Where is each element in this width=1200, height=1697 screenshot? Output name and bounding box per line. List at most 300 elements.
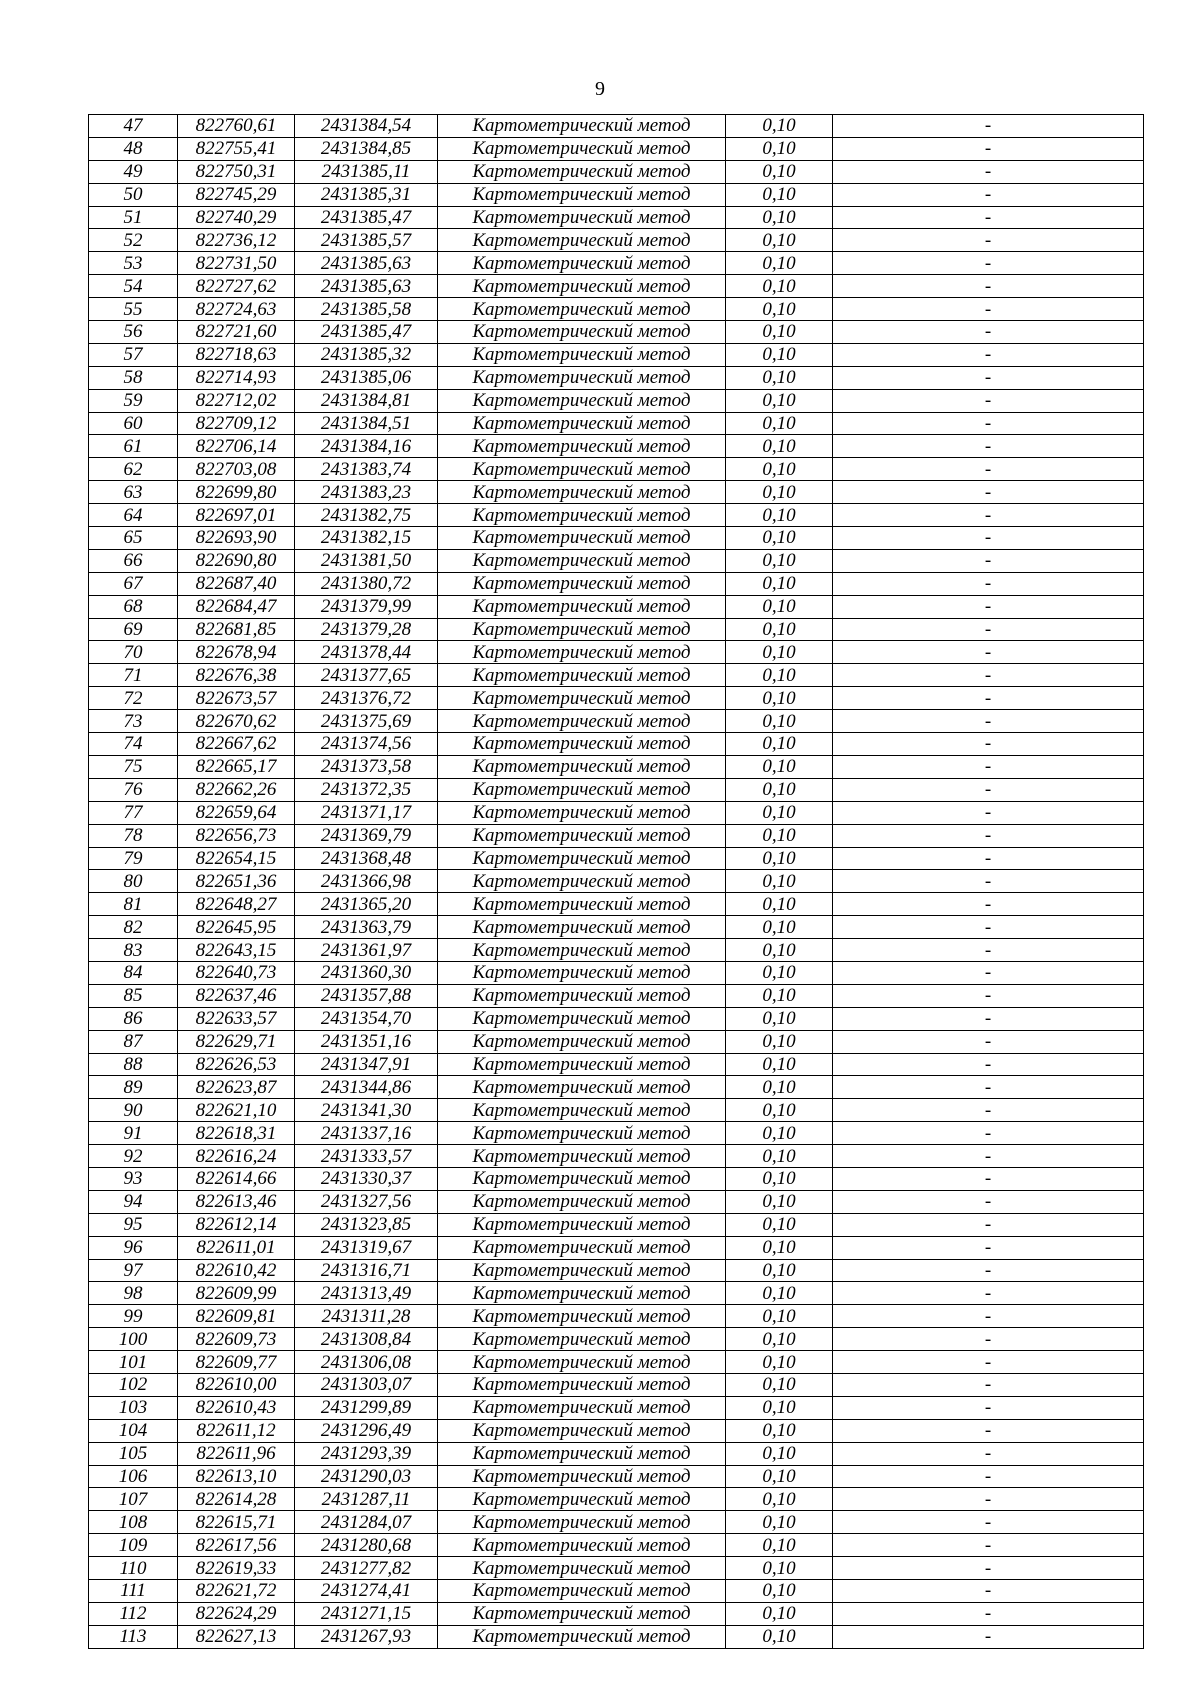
table-row — [89, 115, 1144, 138]
accuracy-cell: 0,10 — [726, 1030, 833, 1053]
y-coordinate-cell: 2431372,35 — [295, 778, 438, 801]
method-cell: Картометрический метод — [438, 1373, 726, 1396]
method-cell: Картометрический метод — [438, 1488, 726, 1511]
x-coordinate-cell: 822616,24 — [178, 1145, 295, 1168]
x-coordinate-cell: 822609,73 — [178, 1328, 295, 1351]
point-number-cell: 63 — [89, 481, 178, 504]
point-number-cell: 61 — [89, 435, 178, 458]
y-coordinate-cell: 2431354,70 — [295, 1007, 438, 1030]
accuracy-cell: 0,10 — [726, 1511, 833, 1534]
point-number-cell: 105 — [89, 1442, 178, 1465]
x-coordinate-cell: 822699,80 — [178, 481, 295, 504]
x-coordinate-cell: 822627,13 — [178, 1625, 295, 1648]
point-number-cell: 98 — [89, 1282, 178, 1305]
y-coordinate-cell: 2431341,30 — [295, 1099, 438, 1122]
description-cell: - — [833, 1602, 1144, 1625]
description-cell: - — [833, 1625, 1144, 1648]
point-number-cell: 54 — [89, 275, 178, 298]
method-cell: Картометрический метод — [438, 1236, 726, 1259]
method-cell: Картометрический метод — [438, 755, 726, 778]
table-row — [89, 778, 1144, 801]
accuracy-cell: 0,10 — [726, 435, 833, 458]
y-coordinate-cell: 2431293,39 — [295, 1442, 438, 1465]
table-row — [89, 1305, 1144, 1328]
x-coordinate-cell: 822678,94 — [178, 641, 295, 664]
point-number-cell: 110 — [89, 1557, 178, 1580]
y-coordinate-cell: 2431369,79 — [295, 824, 438, 847]
accuracy-cell: 0,10 — [726, 595, 833, 618]
method-cell: Картометрический метод — [438, 961, 726, 984]
point-number-cell: 55 — [89, 298, 178, 321]
x-coordinate-cell: 822750,31 — [178, 160, 295, 183]
accuracy-cell: 0,10 — [726, 1145, 833, 1168]
description-cell: - — [833, 572, 1144, 595]
method-cell: Картометрический метод — [438, 733, 726, 756]
method-cell: Картометрический метод — [438, 137, 726, 160]
x-coordinate-cell: 822637,46 — [178, 984, 295, 1007]
method-cell: Картометрический метод — [438, 1145, 726, 1168]
accuracy-cell: 0,10 — [726, 824, 833, 847]
accuracy-cell: 0,10 — [726, 1396, 833, 1419]
description-cell: - — [833, 1328, 1144, 1351]
x-coordinate-cell: 822697,01 — [178, 504, 295, 527]
point-number-cell: 112 — [89, 1602, 178, 1625]
y-coordinate-cell: 2431296,49 — [295, 1419, 438, 1442]
method-cell: Картометрический метод — [438, 160, 726, 183]
accuracy-cell: 0,10 — [726, 939, 833, 962]
point-number-cell: 69 — [89, 618, 178, 641]
method-cell: Картометрический метод — [438, 641, 726, 664]
x-coordinate-cell: 822712,02 — [178, 389, 295, 412]
table-row — [89, 939, 1144, 962]
method-cell: Картометрический метод — [438, 1053, 726, 1076]
accuracy-cell: 0,10 — [726, 916, 833, 939]
method-cell: Картометрический метод — [438, 870, 726, 893]
table-row — [89, 1213, 1144, 1236]
accuracy-cell: 0,10 — [726, 527, 833, 550]
point-number-cell: 89 — [89, 1076, 178, 1099]
method-cell: Картометрический метод — [438, 893, 726, 916]
x-coordinate-cell: 822755,41 — [178, 137, 295, 160]
description-cell: - — [833, 343, 1144, 366]
method-cell: Картометрический метод — [438, 1351, 726, 1374]
x-coordinate-cell: 822615,71 — [178, 1511, 295, 1534]
description-cell: - — [833, 366, 1144, 389]
description-cell: - — [833, 275, 1144, 298]
method-cell: Картометрический метод — [438, 229, 726, 252]
table-row — [89, 183, 1144, 206]
point-number-cell: 80 — [89, 870, 178, 893]
table-row — [89, 458, 1144, 481]
x-coordinate-cell: 822623,87 — [178, 1076, 295, 1099]
table-row — [89, 824, 1144, 847]
accuracy-cell: 0,10 — [726, 801, 833, 824]
accuracy-cell: 0,10 — [726, 641, 833, 664]
accuracy-cell: 0,10 — [726, 1602, 833, 1625]
x-coordinate-cell: 822618,31 — [178, 1122, 295, 1145]
accuracy-cell: 0,10 — [726, 1580, 833, 1603]
table-row — [89, 618, 1144, 641]
point-number-cell: 109 — [89, 1534, 178, 1557]
table-row — [89, 572, 1144, 595]
description-cell: - — [833, 1465, 1144, 1488]
accuracy-cell: 0,10 — [726, 481, 833, 504]
description-cell: - — [833, 1030, 1144, 1053]
description-cell: - — [833, 618, 1144, 641]
x-coordinate-cell: 822648,27 — [178, 893, 295, 916]
description-cell: - — [833, 893, 1144, 916]
y-coordinate-cell: 2431351,16 — [295, 1030, 438, 1053]
y-coordinate-cell: 2431381,50 — [295, 549, 438, 572]
y-coordinate-cell: 2431344,86 — [295, 1076, 438, 1099]
description-cell: - — [833, 1511, 1144, 1534]
x-coordinate-cell: 822665,17 — [178, 755, 295, 778]
x-coordinate-cell: 822667,62 — [178, 733, 295, 756]
accuracy-cell: 0,10 — [726, 961, 833, 984]
description-cell: - — [833, 1099, 1144, 1122]
x-coordinate-cell: 822611,96 — [178, 1442, 295, 1465]
method-cell: Картометрический метод — [438, 275, 726, 298]
accuracy-cell: 0,10 — [726, 321, 833, 344]
table-row — [89, 687, 1144, 710]
point-number-cell: 113 — [89, 1625, 178, 1648]
table-row — [89, 1167, 1144, 1190]
y-coordinate-cell: 2431308,84 — [295, 1328, 438, 1351]
point-number-cell: 82 — [89, 916, 178, 939]
point-number-cell: 91 — [89, 1122, 178, 1145]
accuracy-cell: 0,10 — [726, 1465, 833, 1488]
method-cell: Картометрический метод — [438, 1305, 726, 1328]
point-number-cell: 73 — [89, 710, 178, 733]
description-cell: - — [833, 321, 1144, 344]
description-cell: - — [833, 755, 1144, 778]
x-coordinate-cell: 822621,72 — [178, 1580, 295, 1603]
y-coordinate-cell: 2431376,72 — [295, 687, 438, 710]
description-cell: - — [833, 389, 1144, 412]
coordinates-table — [88, 114, 1144, 1649]
description-cell: - — [833, 1122, 1144, 1145]
point-number-cell: 52 — [89, 229, 178, 252]
y-coordinate-cell: 2431385,58 — [295, 298, 438, 321]
accuracy-cell: 0,10 — [726, 1351, 833, 1374]
table-row — [89, 527, 1144, 550]
table-row — [89, 1419, 1144, 1442]
accuracy-cell: 0,10 — [726, 1122, 833, 1145]
y-coordinate-cell: 2431385,47 — [295, 321, 438, 344]
method-cell: Картометрический метод — [438, 824, 726, 847]
table-row — [89, 664, 1144, 687]
table-row — [89, 549, 1144, 572]
description-cell: - — [833, 939, 1144, 962]
y-coordinate-cell: 2431316,71 — [295, 1259, 438, 1282]
method-cell: Картометрический метод — [438, 298, 726, 321]
accuracy-cell: 0,10 — [726, 1167, 833, 1190]
y-coordinate-cell: 2431368,48 — [295, 847, 438, 870]
description-cell: - — [833, 229, 1144, 252]
table-row — [89, 1442, 1144, 1465]
table-row — [89, 1007, 1144, 1030]
y-coordinate-cell: 2431385,11 — [295, 160, 438, 183]
method-cell: Картометрический метод — [438, 206, 726, 229]
point-number-cell: 93 — [89, 1167, 178, 1190]
method-cell: Картометрический метод — [438, 183, 726, 206]
accuracy-cell: 0,10 — [726, 733, 833, 756]
x-coordinate-cell: 822727,62 — [178, 275, 295, 298]
method-cell: Картометрический метод — [438, 1419, 726, 1442]
table-row — [89, 1602, 1144, 1625]
accuracy-cell: 0,10 — [726, 1305, 833, 1328]
point-number-cell: 72 — [89, 687, 178, 710]
x-coordinate-cell: 822659,64 — [178, 801, 295, 824]
y-coordinate-cell: 2431385,31 — [295, 183, 438, 206]
x-coordinate-cell: 822610,42 — [178, 1259, 295, 1282]
method-cell: Картометрический метод — [438, 1625, 726, 1648]
point-number-cell: 88 — [89, 1053, 178, 1076]
x-coordinate-cell: 822760,61 — [178, 115, 295, 138]
accuracy-cell: 0,10 — [726, 115, 833, 138]
point-number-cell: 87 — [89, 1030, 178, 1053]
method-cell: Картометрический метод — [438, 252, 726, 275]
page-number: 9 — [595, 78, 605, 100]
accuracy-cell: 0,10 — [726, 298, 833, 321]
x-coordinate-cell: 822736,12 — [178, 229, 295, 252]
x-coordinate-cell: 822687,40 — [178, 572, 295, 595]
point-number-cell: 94 — [89, 1190, 178, 1213]
description-cell: - — [833, 733, 1144, 756]
accuracy-cell: 0,10 — [726, 1373, 833, 1396]
y-coordinate-cell: 2431378,44 — [295, 641, 438, 664]
y-coordinate-cell: 2431375,69 — [295, 710, 438, 733]
y-coordinate-cell: 2431383,23 — [295, 481, 438, 504]
point-number-cell: 103 — [89, 1396, 178, 1419]
accuracy-cell: 0,10 — [726, 137, 833, 160]
accuracy-cell: 0,10 — [726, 412, 833, 435]
table-row — [89, 1145, 1144, 1168]
point-number-cell: 102 — [89, 1373, 178, 1396]
point-number-cell: 85 — [89, 984, 178, 1007]
accuracy-cell: 0,10 — [726, 1076, 833, 1099]
x-coordinate-cell: 822670,62 — [178, 710, 295, 733]
point-number-cell: 67 — [89, 572, 178, 595]
y-coordinate-cell: 2431271,15 — [295, 1602, 438, 1625]
x-coordinate-cell: 822610,43 — [178, 1396, 295, 1419]
description-cell: - — [833, 1373, 1144, 1396]
x-coordinate-cell: 822626,53 — [178, 1053, 295, 1076]
description-cell: - — [833, 1351, 1144, 1374]
table-row — [89, 595, 1144, 618]
y-coordinate-cell: 2431361,97 — [295, 939, 438, 962]
y-coordinate-cell: 2431384,16 — [295, 435, 438, 458]
point-number-cell: 107 — [89, 1488, 178, 1511]
x-coordinate-cell: 822706,14 — [178, 435, 295, 458]
y-coordinate-cell: 2431360,30 — [295, 961, 438, 984]
description-cell: - — [833, 160, 1144, 183]
point-number-cell: 47 — [89, 115, 178, 138]
table-row — [89, 1053, 1144, 1076]
y-coordinate-cell: 2431313,49 — [295, 1282, 438, 1305]
method-cell: Картометрический метод — [438, 1122, 726, 1145]
x-coordinate-cell: 822633,57 — [178, 1007, 295, 1030]
point-number-cell: 95 — [89, 1213, 178, 1236]
y-coordinate-cell: 2431373,58 — [295, 755, 438, 778]
x-coordinate-cell: 822609,81 — [178, 1305, 295, 1328]
method-cell: Картометрический метод — [438, 1465, 726, 1488]
method-cell: Картометрический метод — [438, 778, 726, 801]
point-number-cell: 81 — [89, 893, 178, 916]
point-number-cell: 86 — [89, 1007, 178, 1030]
point-number-cell: 111 — [89, 1580, 178, 1603]
table-row — [89, 984, 1144, 1007]
accuracy-cell: 0,10 — [726, 1007, 833, 1030]
y-coordinate-cell: 2431382,75 — [295, 504, 438, 527]
x-coordinate-cell: 822714,93 — [178, 366, 295, 389]
description-cell: - — [833, 664, 1144, 687]
y-coordinate-cell: 2431357,88 — [295, 984, 438, 1007]
accuracy-cell: 0,10 — [726, 504, 833, 527]
y-coordinate-cell: 2431327,56 — [295, 1190, 438, 1213]
accuracy-cell: 0,10 — [726, 1213, 833, 1236]
x-coordinate-cell: 822613,10 — [178, 1465, 295, 1488]
point-number-cell: 75 — [89, 755, 178, 778]
method-cell: Картометрический метод — [438, 1557, 726, 1580]
point-number-cell: 48 — [89, 137, 178, 160]
method-cell: Картометрический метод — [438, 1396, 726, 1419]
point-number-cell: 74 — [89, 733, 178, 756]
x-coordinate-cell: 822673,57 — [178, 687, 295, 710]
table-row — [89, 298, 1144, 321]
x-coordinate-cell: 822681,85 — [178, 618, 295, 641]
table-row — [89, 733, 1144, 756]
x-coordinate-cell: 822624,29 — [178, 1602, 295, 1625]
method-cell: Картометрический метод — [438, 458, 726, 481]
y-coordinate-cell: 2431371,17 — [295, 801, 438, 824]
x-coordinate-cell: 822610,00 — [178, 1373, 295, 1396]
accuracy-cell: 0,10 — [726, 1236, 833, 1259]
x-coordinate-cell: 822676,38 — [178, 664, 295, 687]
y-coordinate-cell: 2431385,63 — [295, 275, 438, 298]
y-coordinate-cell: 2431374,56 — [295, 733, 438, 756]
description-cell: - — [833, 1190, 1144, 1213]
description-cell: - — [833, 252, 1144, 275]
description-cell: - — [833, 549, 1144, 572]
x-coordinate-cell: 822619,33 — [178, 1557, 295, 1580]
point-number-cell: 108 — [89, 1511, 178, 1534]
method-cell: Картометрический метод — [438, 1007, 726, 1030]
x-coordinate-cell: 822731,50 — [178, 252, 295, 275]
y-coordinate-cell: 2431365,20 — [295, 893, 438, 916]
accuracy-cell: 0,10 — [726, 618, 833, 641]
table-row — [89, 206, 1144, 229]
accuracy-cell: 0,10 — [726, 252, 833, 275]
accuracy-cell: 0,10 — [726, 1282, 833, 1305]
description-cell: - — [833, 1076, 1144, 1099]
description-cell: - — [833, 984, 1144, 1007]
method-cell: Картометрический метод — [438, 1442, 726, 1465]
table-row — [89, 961, 1144, 984]
description-cell: - — [833, 481, 1144, 504]
table-row — [89, 893, 1144, 916]
x-coordinate-cell: 822690,80 — [178, 549, 295, 572]
accuracy-cell: 0,10 — [726, 893, 833, 916]
description-cell: - — [833, 1053, 1144, 1076]
x-coordinate-cell: 822684,47 — [178, 595, 295, 618]
method-cell: Картометрический метод — [438, 504, 726, 527]
table-row — [89, 801, 1144, 824]
accuracy-cell: 0,10 — [726, 366, 833, 389]
method-cell: Картометрический метод — [438, 343, 726, 366]
accuracy-cell: 0,10 — [726, 687, 833, 710]
accuracy-cell: 0,10 — [726, 549, 833, 572]
accuracy-cell: 0,10 — [726, 984, 833, 1007]
table-row — [89, 1190, 1144, 1213]
point-number-cell: 59 — [89, 389, 178, 412]
x-coordinate-cell: 822651,36 — [178, 870, 295, 893]
description-cell: - — [833, 870, 1144, 893]
method-cell: Картометрический метод — [438, 1511, 726, 1534]
y-coordinate-cell: 2431385,06 — [295, 366, 438, 389]
point-number-cell: 101 — [89, 1351, 178, 1374]
accuracy-cell: 0,10 — [726, 183, 833, 206]
point-number-cell: 58 — [89, 366, 178, 389]
table-row — [89, 1236, 1144, 1259]
x-coordinate-cell: 822654,15 — [178, 847, 295, 870]
point-number-cell: 66 — [89, 549, 178, 572]
accuracy-cell: 0,10 — [726, 847, 833, 870]
method-cell: Картометрический метод — [438, 664, 726, 687]
accuracy-cell: 0,10 — [726, 778, 833, 801]
table-row — [89, 160, 1144, 183]
x-coordinate-cell: 822662,26 — [178, 778, 295, 801]
y-coordinate-cell: 2431383,74 — [295, 458, 438, 481]
y-coordinate-cell: 2431384,81 — [295, 389, 438, 412]
y-coordinate-cell: 2431299,89 — [295, 1396, 438, 1419]
accuracy-cell: 0,10 — [726, 870, 833, 893]
accuracy-cell: 0,10 — [726, 1557, 833, 1580]
method-cell: Картометрический метод — [438, 1190, 726, 1213]
y-coordinate-cell: 2431384,54 — [295, 115, 438, 138]
accuracy-cell: 0,10 — [726, 755, 833, 778]
table-row — [89, 847, 1144, 870]
point-number-cell: 64 — [89, 504, 178, 527]
x-coordinate-cell: 822724,63 — [178, 298, 295, 321]
y-coordinate-cell: 2431377,65 — [295, 664, 438, 687]
point-number-cell: 76 — [89, 778, 178, 801]
method-cell: Картометрический метод — [438, 1099, 726, 1122]
method-cell: Картометрический метод — [438, 115, 726, 138]
accuracy-cell: 0,10 — [726, 389, 833, 412]
y-coordinate-cell: 2431274,41 — [295, 1580, 438, 1603]
method-cell: Картометрический метод — [438, 1602, 726, 1625]
table-row — [89, 389, 1144, 412]
table-row — [89, 435, 1144, 458]
x-coordinate-cell: 822612,14 — [178, 1213, 295, 1236]
point-number-cell: 71 — [89, 664, 178, 687]
accuracy-cell: 0,10 — [726, 664, 833, 687]
y-coordinate-cell: 2431384,51 — [295, 412, 438, 435]
point-number-cell: 96 — [89, 1236, 178, 1259]
table-row — [89, 1557, 1144, 1580]
point-number-cell: 70 — [89, 641, 178, 664]
point-number-cell: 53 — [89, 252, 178, 275]
point-number-cell: 104 — [89, 1419, 178, 1442]
y-coordinate-cell: 2431384,85 — [295, 137, 438, 160]
table-row — [89, 412, 1144, 435]
y-coordinate-cell: 2431330,37 — [295, 1167, 438, 1190]
description-cell: - — [833, 115, 1144, 138]
method-cell: Картометрический метод — [438, 389, 726, 412]
table-row — [89, 252, 1144, 275]
table-row — [89, 1465, 1144, 1488]
